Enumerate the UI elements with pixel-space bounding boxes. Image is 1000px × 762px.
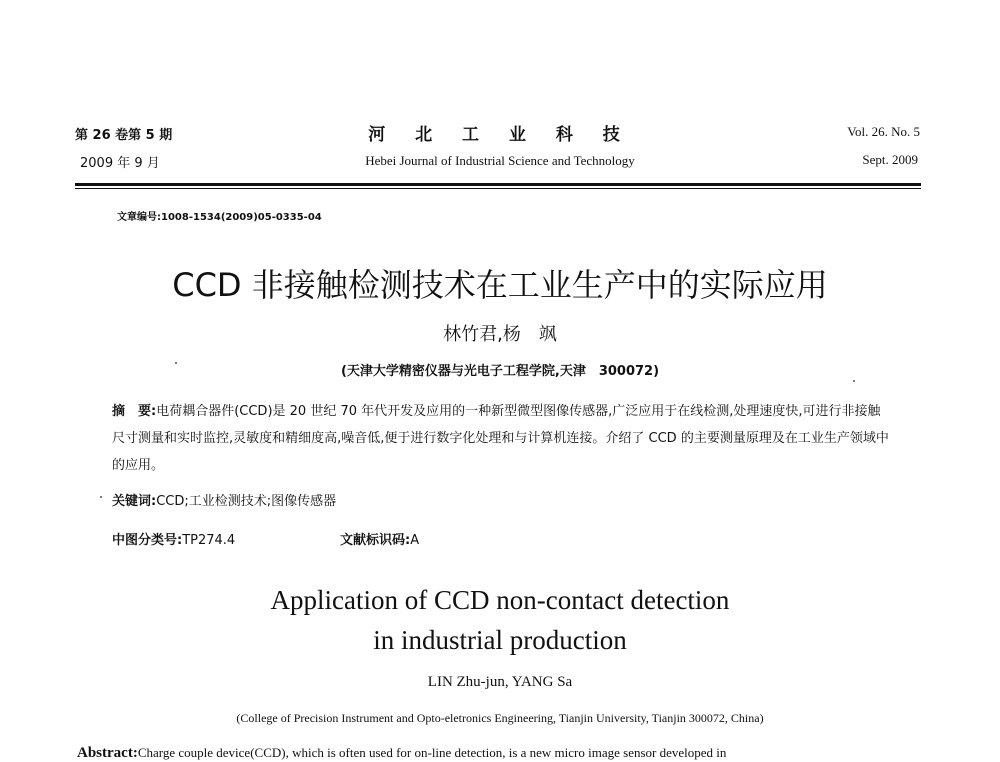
abstract-en-label: Abstract: (77, 745, 138, 761)
article-title-en-line2: in industrial production (373, 625, 627, 655)
abstract-en (77, 745, 927, 762)
affiliation-cn: (天津大学精密仪器与光电子工程学院,天津 300072) (340, 364, 660, 379)
abstract-cn-label: 摘 要: (112, 404, 157, 419)
doccode-label: 文献标识码: (340, 533, 411, 548)
keywords-cn-label: 关键词: (112, 494, 157, 509)
abstract-en-text: Charge couple device(CCD), which is often used for on-line detection, is a new micro image sensor developed in (137, 745, 727, 760)
article-number: 文章编号:1008-1534(2009)05-0335-04 (117, 212, 322, 223)
abstract-cn (112, 398, 892, 479)
abstract-cn-text: 电荷耦合器件(CCD)是 20 世纪 70 年代开发及应用的一种新型微型图像传感器,广泛应用于在线检测,处理速度快,可进行非接触尺寸测量和实时监控,灵敏度和精细度高,噪音低,便于进行数字化处理和与计算机连接。介绍了 CCD 的主要测量原理及在工业生产领域中的应用。 (112, 404, 889, 473)
clc-label: 中图分类号: (112, 533, 183, 548)
date-cn: 2009 年 9 月 (80, 156, 160, 171)
header-rule-thin (75, 188, 921, 189)
doccode-value: A (410, 533, 420, 548)
article-title-cn: CCD 非接触检测技术在工业生产中的实际应用 (172, 266, 828, 304)
scan-speck (175, 362, 177, 364)
authors-cn: 林竹君,杨 飒 (443, 324, 557, 345)
authors-en: LIN Zhu-jun, YANG Sa (427, 674, 573, 690)
clc-number (112, 529, 235, 548)
article-title-en-line1: Application of CCD non-contact detection (270, 585, 730, 615)
journal-title-cn: 河 北 工 业 科 技 (368, 125, 632, 145)
clc-value: TP274.4 (182, 533, 236, 548)
volume-issue-cn: 第 26 卷第 5 期 (75, 128, 173, 143)
scan-speck (853, 380, 855, 382)
journal-title-en: Hebei Journal of Industrial Science and Technology (365, 153, 635, 168)
affiliation-en: (College of Precision Instrument and Opto-eletronics Engineering, Tianjin University, Tianjin 300072, China) (236, 711, 764, 725)
keywords-cn (112, 490, 336, 509)
volume-issue-en: Vol. 26. No. 5 (847, 124, 920, 139)
scan-speck (100, 496, 102, 498)
keywords-cn-text: CCD;工业检测技术;图像传感器 (156, 494, 337, 509)
date-en: Sept. 2009 (862, 152, 918, 167)
document-code (340, 529, 419, 548)
header-rule-thick (75, 183, 921, 186)
